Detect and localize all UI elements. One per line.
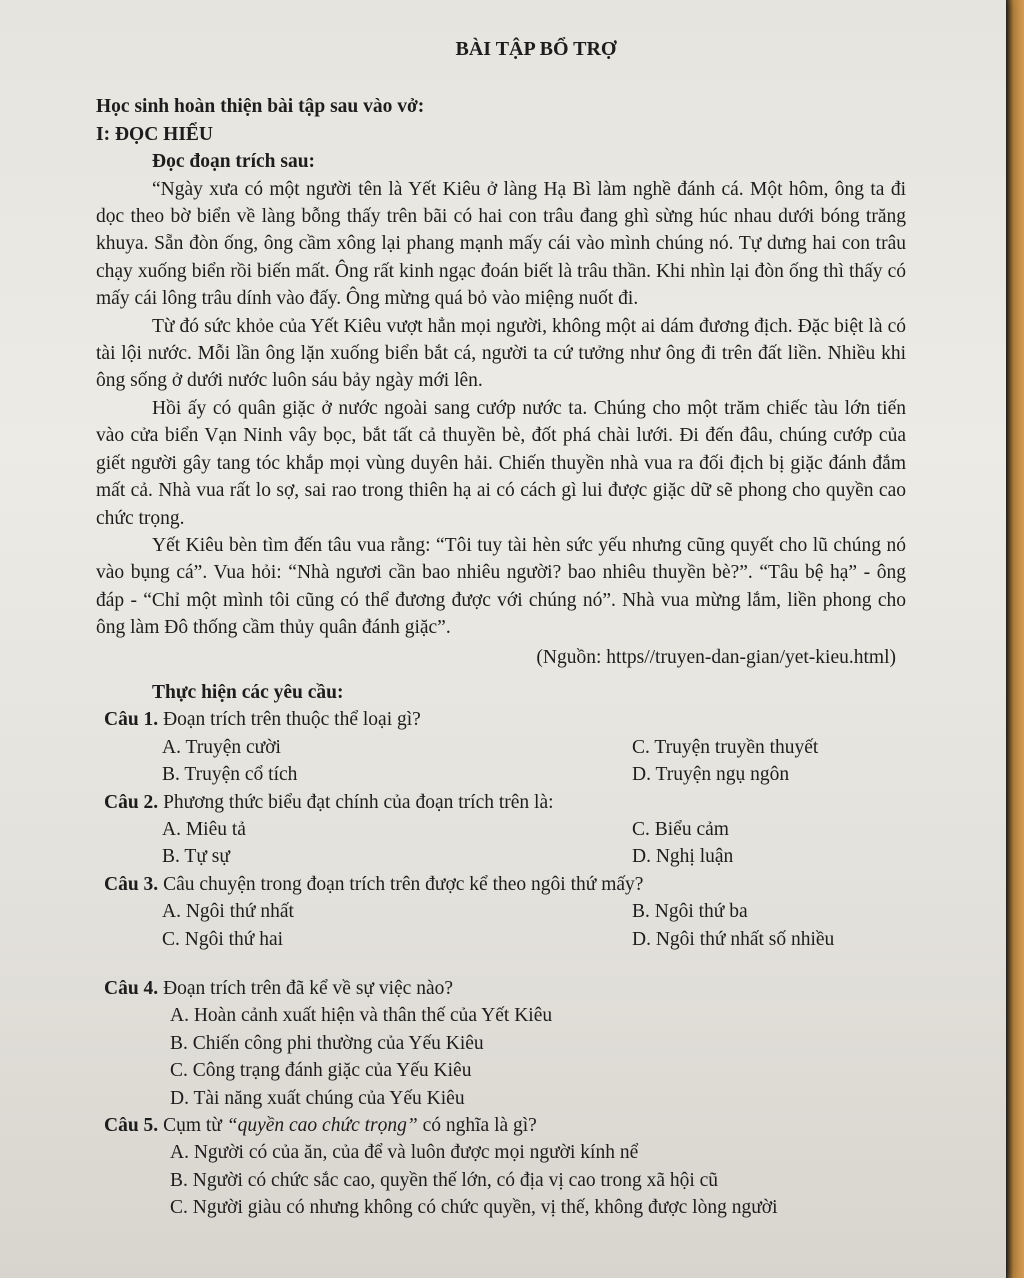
read-label: Đọc đoạn trích sau:	[152, 151, 316, 173]
source-citation: (Nguồn: https//truyen-dan-gian/yet-kieu.html)	[536, 646, 896, 668]
question-text: Đoạn trích trên đã kể về sự việc nào?	[163, 978, 454, 999]
option: A. Ngôi thứ nhất	[162, 901, 294, 923]
instruction: Học sinh hoàn thiện bài tập sau vào vở:	[96, 96, 425, 118]
question-number: Câu 1.	[104, 709, 159, 731]
worksheet-content	[96, 30, 906, 1222]
option: D. Tài năng xuất chúng của Yếu Kiêu	[170, 1087, 465, 1109]
question-1-options	[96, 734, 906, 789]
page-title: BÀI TẬP BỔ TRỢ	[455, 38, 617, 60]
question-text: Đoạn trích trên thuộc thể loại gì?	[163, 709, 421, 731]
question-5	[96, 1112, 906, 1139]
question-number: Câu 3.	[104, 873, 159, 895]
question-1	[96, 706, 906, 733]
passage-paragraph: Từ đó sức khỏe của Yết Kiêu vượt hẳn mọi người, không một ai dám đương địch. Đặc biệt là có tài lội nước. Mỗi lần ông lặn xuống biển bắt cá, người ta cứ tưởng như ông đi trên đất liền. Nhiều khi ông sống ở dưới nước luôn sáu bảy ngày mới lên.	[96, 315, 906, 392]
question-3-options	[96, 898, 906, 953]
question-3	[96, 871, 906, 898]
option: C. Truyện truyền thuyết	[632, 736, 819, 758]
question-italic-phrase: “quyền cao chức trọng”	[226, 1115, 418, 1137]
spacer	[96, 953, 906, 975]
option: D. Ngôi thứ nhất số nhiều	[632, 928, 835, 950]
question-2-options	[96, 816, 906, 871]
question-4	[96, 975, 906, 1002]
option: C. Người giàu có nhưng không có chức quyền, vị thế, không được lòng người	[170, 1197, 778, 1219]
question-text: Phương thức biểu đạt chính của đoạn trích trên là:	[163, 791, 554, 813]
option: B. Ngôi thứ ba	[632, 901, 748, 923]
question-text-after: có nghĩa là gì?	[422, 1115, 537, 1137]
option: C. Ngôi thứ hai	[162, 928, 284, 950]
option: D. Truyện ngụ ngôn	[632, 764, 790, 786]
option: B. Người có chức sắc cao, quyền thế lớn, có địa vị cao trong xã hội cũ	[170, 1169, 719, 1191]
tasks-label: Thực hiện các yêu cầu:	[152, 681, 344, 703]
passage-paragraph: “Ngày xưa có một người tên là Yết Kiêu ở làng Hạ Bì làm nghề đánh cá. Một hôm, ông ta đi dọc theo bờ biển về làng bỗng thấy trên bãi có hai con trâu đang ghì sừng húc nhau dưới bóng trăng khuya. Sẵn đòn ống, ông cầm xông lại phang mạnh mấy cái vào mình chúng nó. Tự dưng hai con trâu chạy xuống biển rồi biến mất. Ông rất kinh ngạc đoán biết là trâu thần. Khi nhìn lại đòn ống thì thấy có mấy cái lông trâu dính vào đấy. Ông mừng quá bỏ vào miệng nuốt đi.	[96, 178, 906, 310]
question-number: Câu 4.	[104, 978, 159, 999]
option: A. Hoàn cảnh xuất hiện và thân thế của Yết Kiêu	[170, 1005, 553, 1027]
question-2	[96, 789, 906, 816]
option: A. Truyện cười	[162, 736, 281, 758]
question-text: Câu chuyện trong đoạn trích trên được kể theo ngôi thứ mấy?	[163, 873, 644, 895]
option: B. Chiến công phi thường của Yếu Kiêu	[170, 1032, 484, 1054]
passage-paragraph: Yết Kiêu bèn tìm đến tâu vua rằng: “Tôi tuy tài hèn sức yếu nhưng cũng quyết cho lũ chúng nó vào bụng cá”. Vua hỏi: “Nhà ngươi cần bao nhiêu người? bao nhiêu thuyền bè?”. “Tâu bệ hạ” - ông đáp - “Chỉ một mình tôi cũng có thể đương được với chúng nó”. Nhà vua mừng lắm, liền phong cho ông làm Đô thống cầm thủy quân đánh giặc”.	[96, 534, 906, 639]
option: D. Nghị luận	[632, 846, 734, 868]
table-edge	[1006, 0, 1024, 1278]
passage-paragraph: Hồi ấy có quân giặc ở nước ngoài sang cướp nước ta. Chúng cho một trăm chiếc tàu lớn tiến vào cửa biển Vạn Ninh vây bọc, bắt tất cả thuyền bè, đốt phá chài lưới. Đi đến đâu, chúng cướp của giết người gây tang tóc khắp mọi vùng duyên hải. Chiến thuyền nhà vua ra đối địch bị giặc đánh đắm mất cả. Nhà vua rất lo sợ, sai rao trong thiên hạ ai có cách gì lui được giặc dữ sẽ phong cho quyền cao chức trọng.	[96, 397, 906, 529]
question-text-before: Cụm từ	[163, 1115, 222, 1137]
option: C. Biểu cảm	[632, 818, 729, 840]
question-number: Câu 5.	[104, 1115, 159, 1137]
option: B. Tự sự	[162, 846, 230, 868]
question-number: Câu 2.	[104, 791, 159, 813]
option: B. Truyện cổ tích	[162, 764, 298, 786]
section-heading: I: ĐỌC HIỂU	[96, 123, 214, 145]
option: C. Công trạng đánh giặc của Yếu Kiêu	[170, 1060, 472, 1082]
option: A. Miêu tả	[162, 818, 246, 840]
option: A. Người có của ăn, của để và luôn được mọi người kính nể	[170, 1142, 639, 1164]
